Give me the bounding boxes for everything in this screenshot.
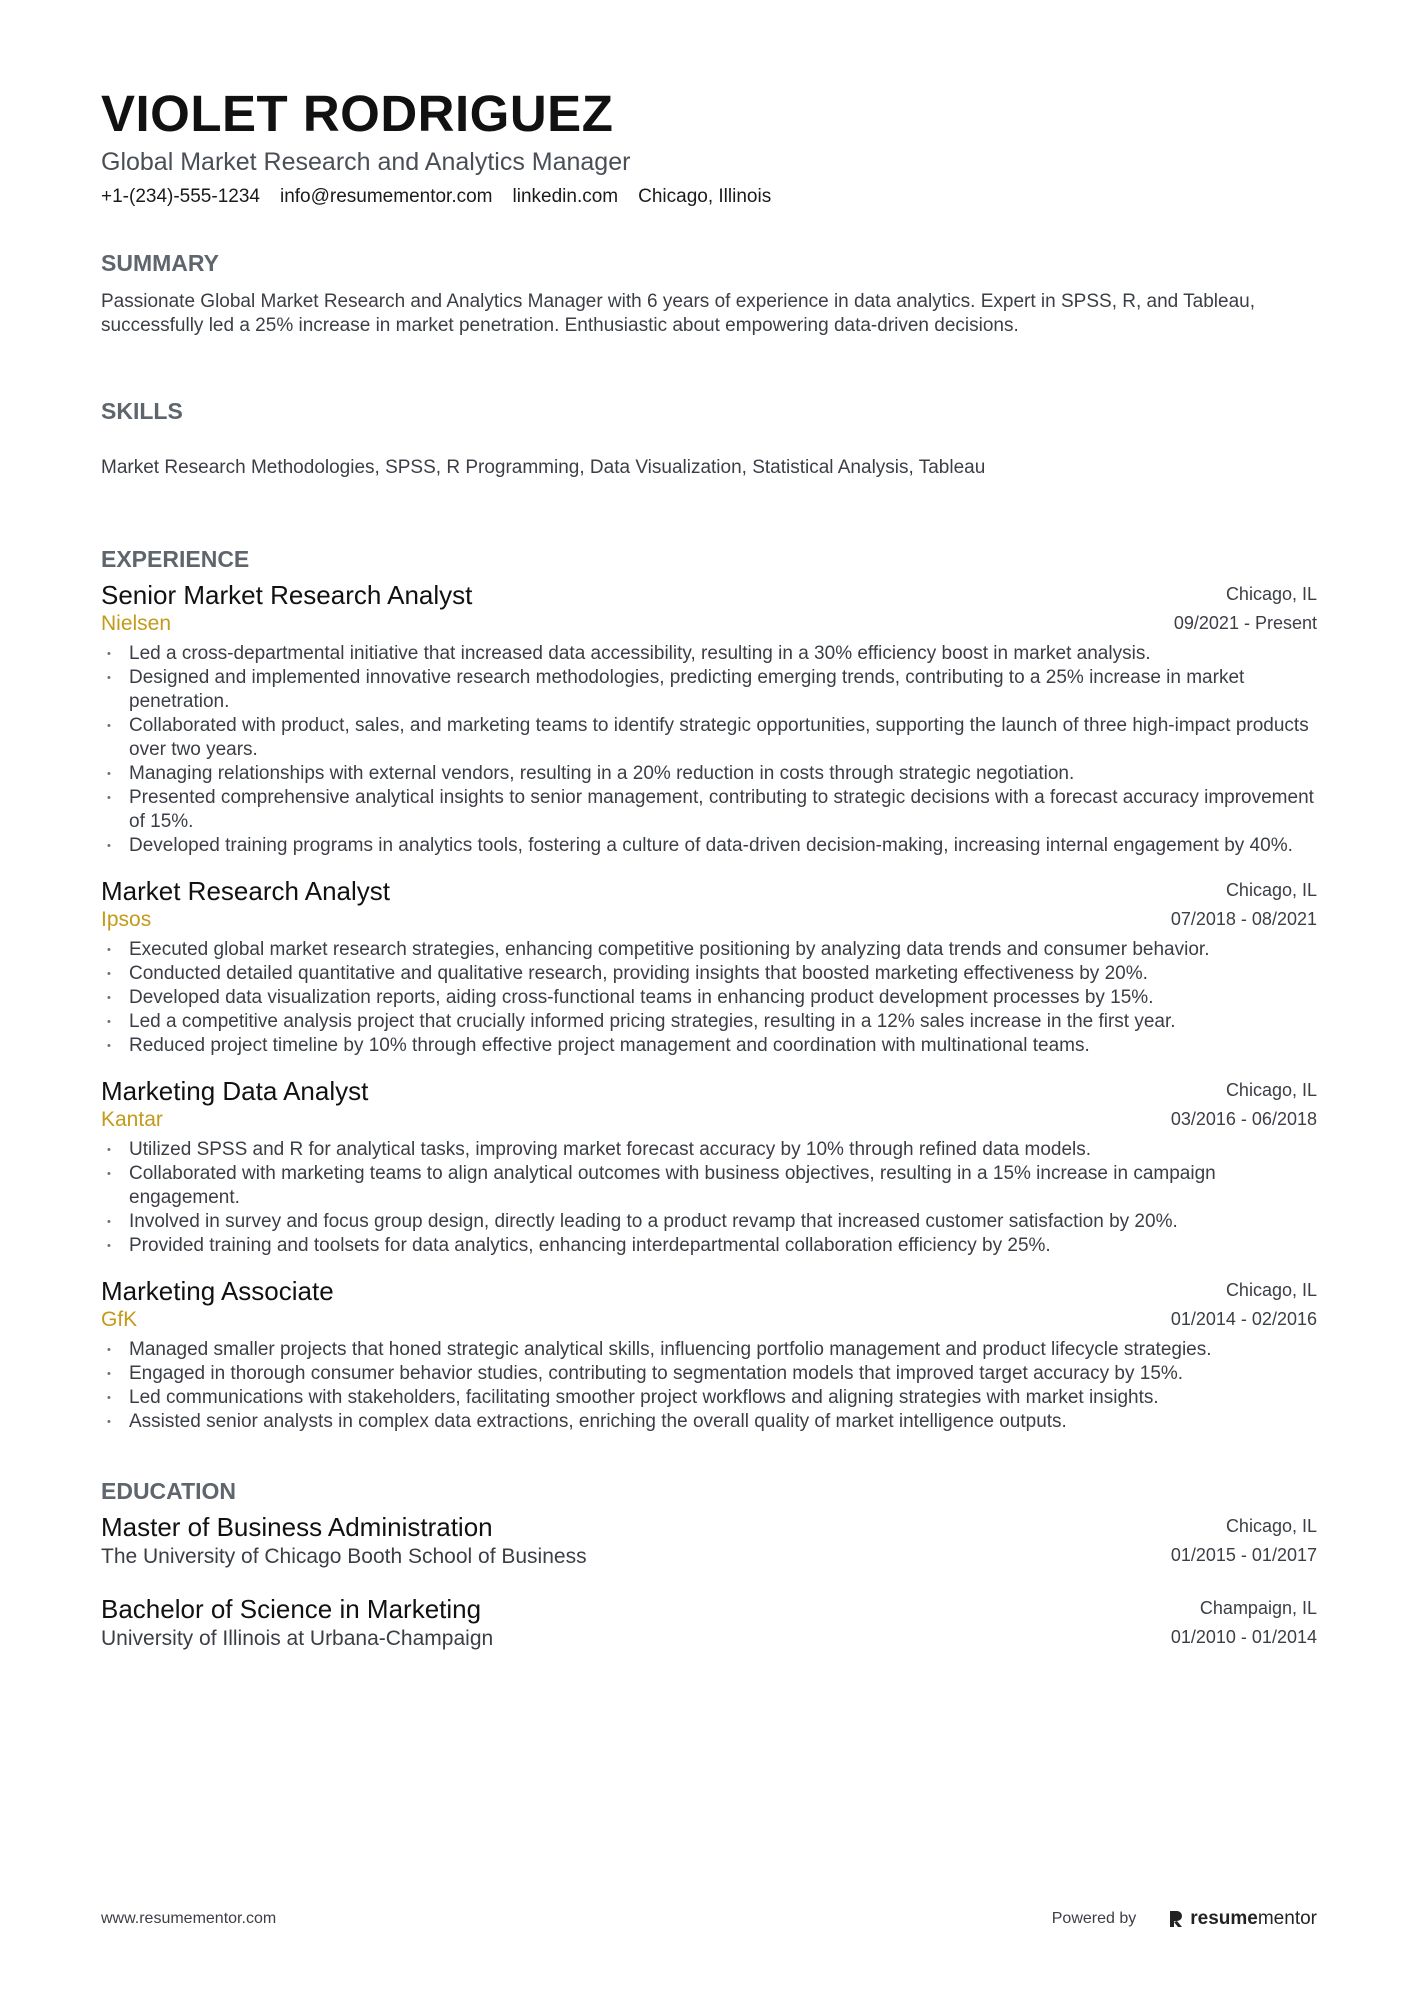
summary-section xyxy=(101,248,1317,338)
powered-by-label: Powered by xyxy=(1051,1910,1137,1927)
job-bullet: • Developed data visualization reports, aiding cross-functional teams in enhancing product development processes by 15%. xyxy=(101,986,1317,1010)
job-company: GfK xyxy=(101,1308,138,1331)
education-degree: Bachelor of Science in Marketing xyxy=(101,1594,482,1624)
job-bullet: • Led communications with stakeholders, facilitating smoother project workflows and aligning strategies with market insights. xyxy=(101,1386,1317,1410)
job-bullet: • Managing relationships with external vendors, resulting in a 20% reduction in costs through strategic negotiation. xyxy=(101,762,1317,786)
candidate-title: Global Market Research and Analytics Manager xyxy=(101,148,631,176)
brand-light: mentor xyxy=(1257,1908,1317,1929)
experience-entry-header xyxy=(101,1276,1317,1334)
experience-entry xyxy=(101,876,1317,1058)
resume-page xyxy=(101,84,1317,1654)
footer-website[interactable]: www.resumementor.com xyxy=(101,1910,277,1927)
experience-entry-header xyxy=(101,1076,1317,1134)
education-location: Champaign, IL xyxy=(1199,1598,1317,1618)
job-bullet: • Engaged in thorough consumer behavior studies, contributing to segmentation models that improved target accuracy by 15%. xyxy=(101,1362,1317,1386)
skills-section xyxy=(101,396,1317,480)
section-heading: SUMMARY xyxy=(101,250,219,276)
job-bullet: • Involved in survey and focus group design, directly leading to a product revamp that increased customer satisfaction by 20%. xyxy=(101,1210,1317,1234)
job-company: Ipsos xyxy=(101,908,152,931)
job-bullet: • Conducted detailed quantitative and qualitative research, providing insights that boosted marketing effectiveness by 20%. xyxy=(101,962,1317,986)
job-bullet: • Collaborated with product, sales, and marketing teams to identify strategic opportunities, supporting the launch of three high-impact products over two years. xyxy=(101,714,1317,762)
experience-entry-header xyxy=(101,876,1317,934)
job-location: Chicago, IL xyxy=(1225,880,1317,900)
job-bullet: • Provided training and toolsets for data analytics, enhancing interdepartmental collaboration efficiency by 25%. xyxy=(101,1234,1317,1258)
education-degree: Master of Business Administration xyxy=(101,1512,493,1542)
job-bullets xyxy=(101,1138,1317,1258)
job-bullet: • Utilized SPSS and R for analytical tasks, improving market forecast accuracy by 10% through refined data models. xyxy=(101,1138,1317,1162)
summary-text: Passionate Global Market Research and Analytics Manager with 6 years of experience in data analytics. Expert in SPSS, R, and Tableau, successfully led a 25% increase in market penetration. Enthusiastic about empowering data-driven decisions. xyxy=(101,291,1255,336)
experience-section xyxy=(101,544,1317,1434)
brand-bold: resume xyxy=(1190,1908,1258,1929)
job-title: Senior Market Research Analyst xyxy=(101,580,473,610)
job-bullet: • Assisted senior analysts in complex data extractions, enriching the overall quality of market intelligence outputs. xyxy=(101,1410,1317,1434)
job-dates: 03/2016 - 06/2018 xyxy=(1170,1109,1317,1129)
education-entry xyxy=(101,1594,1317,1654)
jobs-list xyxy=(101,580,1317,1434)
job-bullet: • Led a competitive analysis project that crucially informed pricing strategies, resulting in a 12% sales increase in the first year. xyxy=(101,1010,1317,1034)
education-school: University of Illinois at Urbana-Champaign xyxy=(101,1627,494,1650)
job-bullet: • Reduced project timeline by 10% through effective project management and coordination with multinational teams. xyxy=(101,1034,1317,1058)
contact-email[interactable]: info@resumementor.com xyxy=(279,186,493,207)
education-section xyxy=(101,1476,1317,1654)
job-bullets xyxy=(101,938,1317,1058)
education-dates: 01/2010 - 01/2014 xyxy=(1170,1627,1317,1647)
contact-location: Chicago, Illinois xyxy=(638,186,772,207)
section-heading: EDUCATION xyxy=(101,1478,237,1504)
job-bullet: • Managed smaller projects that honed strategic analytical skills, influencing portfolio management and product lifecycle strategies. xyxy=(101,1338,1317,1362)
section-heading: SKILLS xyxy=(101,398,183,424)
education-dates: 01/2015 - 01/2017 xyxy=(1170,1545,1317,1565)
experience-entry xyxy=(101,1076,1317,1258)
job-title: Marketing Data Analyst xyxy=(101,1076,369,1106)
section-heading: EXPERIENCE xyxy=(101,546,250,572)
job-bullets xyxy=(101,1338,1317,1434)
candidate-name: VIOLET RODRIGUEZ xyxy=(101,85,614,142)
job-company: Nielsen xyxy=(101,612,172,635)
brand-logo[interactable] xyxy=(1168,1908,1317,1930)
footer-brand-area xyxy=(1052,1908,1317,1930)
job-location: Chicago, IL xyxy=(1225,1080,1317,1100)
experience-entry xyxy=(101,1276,1317,1434)
job-company: Kantar xyxy=(101,1108,163,1131)
contact-bar xyxy=(101,184,1317,210)
job-bullet: • Executed global market research strategies, enhancing competitive positioning by analyzing data trends and consumer behavior. xyxy=(101,938,1317,962)
experience-entry xyxy=(101,580,1317,858)
education-school: The University of Chicago Booth School of Business xyxy=(101,1545,587,1568)
resumementor-logo-icon xyxy=(1168,1909,1184,1929)
job-bullets xyxy=(101,642,1317,858)
job-title: Market Research Analyst xyxy=(101,876,391,906)
job-location: Chicago, IL xyxy=(1225,1280,1317,1300)
job-dates: 01/2014 - 02/2016 xyxy=(1170,1309,1317,1329)
job-bullet: • Developed training programs in analytics tools, fostering a culture of data-driven decision-making, increasing internal engagement by 40%. xyxy=(101,834,1317,858)
job-bullet: • Presented comprehensive analytical insights to senior management, contributing to strategic decisions with a forecast accuracy improvement of 15%. xyxy=(101,786,1317,834)
job-title: Marketing Associate xyxy=(101,1276,334,1306)
job-location: Chicago, IL xyxy=(1225,584,1317,604)
contact-linkedin[interactable]: linkedin.com xyxy=(512,186,619,207)
education-entry xyxy=(101,1512,1317,1572)
job-bullet: • Designed and implemented innovative research methodologies, predicting emerging trends, contributing to a 25% increase in market penetration. xyxy=(101,666,1317,714)
job-bullet: • Led a cross-departmental initiative that increased data accessibility, resulting in a 30% efficiency boost in market analysis. xyxy=(101,642,1317,666)
experience-entry-header xyxy=(101,580,1317,638)
job-dates: 07/2018 - 08/2021 xyxy=(1170,909,1317,929)
education-location: Chicago, IL xyxy=(1225,1516,1317,1536)
job-bullet: • Collaborated with marketing teams to align analytical outcomes with business objectives, resulting in a 15% increase in campaign engagement. xyxy=(101,1162,1317,1210)
job-dates: 09/2021 - Present xyxy=(1173,613,1317,633)
education-list xyxy=(101,1512,1317,1654)
contact-phone[interactable]: +1-(234)-555-1234 xyxy=(101,186,260,207)
skills-text: Market Research Methodologies, SPSS, R Programming, Data Visualization, Statistical Analysis, Tableau xyxy=(101,457,986,478)
brand-wordmark xyxy=(1190,1908,1317,1930)
page-footer xyxy=(101,1908,1317,1930)
